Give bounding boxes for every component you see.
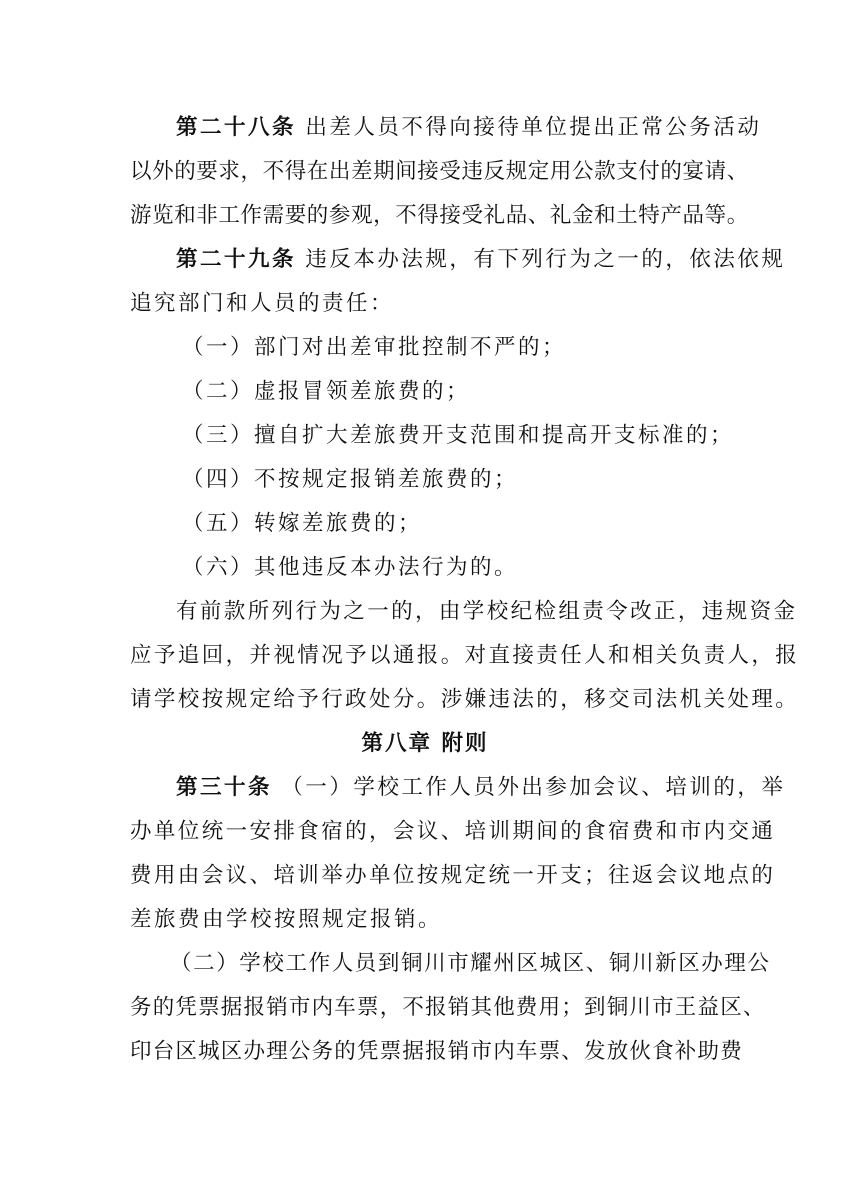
article-29-item-5: （五）转嫁差旅费的； — [182, 511, 423, 536]
article-29-item-1: （一）部门对出差审批控制不严的； — [182, 335, 567, 360]
article-28-line-2: 以外的要求，不得在出差期间接受违反规定用公款支付的宴请、 — [130, 159, 749, 184]
chapter-8-heading: 第八章 附则 — [361, 731, 489, 756]
article-29-item-6: （六）其他违反本办法行为的。 — [182, 555, 519, 580]
article-29-para-line-2: 应予追回，并视情况予以通报。对直接责任人和相关负责人，报 — [130, 643, 800, 668]
article-29-item-3: （三）擅自扩大差旅费开支范围和提高开支标准的； — [182, 423, 735, 448]
article-29-para-line-1: 有前款所列行为之一的，由学校纪检组责令改正，违规资金 — [176, 599, 798, 624]
article-30-line-1 — [176, 774, 786, 802]
article-28-line-3: 游览和非工作需要的参观，不得接受礼品、礼金和土特产品等。 — [130, 203, 749, 228]
article-28-text-1: 出差人员不得向接待单位提出正常公务活动 — [305, 115, 762, 140]
article-30-line-3: 费用由会议、培训举办单位按规定统一开支；往返会议地点的 — [130, 863, 776, 888]
article-29-title: 第二十九条 — [176, 247, 297, 272]
article-29-item-2: （二）虚报冒领差旅费的； — [182, 379, 471, 404]
article-28-title: 第二十八条 — [176, 115, 297, 140]
article-30-sub-2-line-1: （二）学校工作人员到铜川市耀州区城区、铜川新区办理公 — [170, 951, 771, 976]
article-29-text-1: 违反本办法规，有下列行为之一的，依法依规 — [305, 247, 786, 272]
article-29-para-line-3: 请学校按规定给予行政处分。涉嫌违法的，移交司法机关处理。 — [130, 687, 800, 712]
article-30-text-1: （一）学校工作人员外出参加会议、培训的，举 — [281, 775, 786, 800]
article-29-item-4: （四）不按规定报销差旅费的； — [182, 467, 519, 492]
article-29-line-2: 追究部门和人员的责任： — [130, 291, 395, 316]
article-30-sub-2-line-2: 务的凭票据报销市内车票，不报销其他费用；到铜川市王益区、 — [130, 995, 766, 1020]
article-30-line-2: 办单位统一安排食宿的，会议、培训期间的食宿费和市内交通 — [130, 819, 776, 844]
article-29-line-1 — [176, 246, 786, 274]
article-30-sub-2-line-3: 印台区城区办理公务的凭票据报销市内车票、发放伙食补助费 — [130, 1039, 743, 1064]
article-28-line-1 — [176, 114, 776, 142]
article-30-line-4: 差旅费由学校按照规定报销。 — [130, 907, 443, 932]
article-30-title: 第三十条 — [176, 775, 273, 800]
